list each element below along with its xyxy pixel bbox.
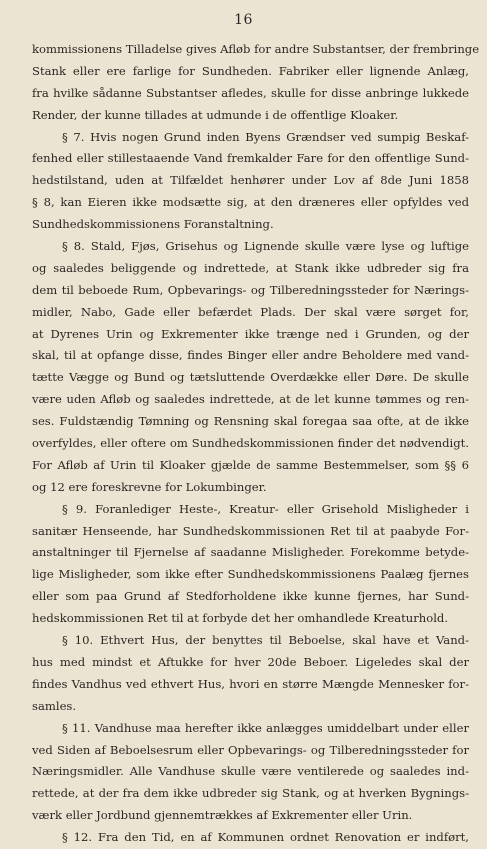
text-line: ses. Fuldstændig Tømning og Rensning skal foregaa saa ofte, at de ikke	[32, 414, 469, 429]
text-line: kommissionens Tilladelse gives Afløb for andre Substantser, der frembringe	[32, 42, 480, 56]
text-line: § 8, kan Eieren ikke modsætte sig, at den dræneres eller opfyldes ved	[32, 195, 469, 210]
text-line: lige Misligheder, som ikke efter Sundhedskommissionens Paalæg fjernes	[32, 567, 469, 582]
text-line: værk eller Jordbund gjennemtrækkes af Exkrementer eller Urin.	[32, 808, 413, 823]
text-line: § 7. Hvis nogen Grund inden Byens Grændser ved sumpig Beskaf-	[62, 129, 469, 144]
text-line: overfyldes, eller oftere om Sundhedskommissionen finder det nødvendigt.	[32, 436, 469, 451]
text-line: dem til beboede Rum, Opbevarings- og Tilberedningssteder for Nærings-	[32, 282, 469, 297]
text-line: § 8. Stald, Fjøs, Grisehus og Lignende skulle være lyse og luftige	[62, 239, 469, 254]
body-text	[32, 39, 480, 849]
text-line: Næringsmidler. Alle Vandhuse skulle være ventilerede og saaledes ind-	[32, 764, 469, 779]
text-line: fenhed eller stillestaaende Vand fremkalder Fare for den offentlige Sund-	[32, 151, 469, 166]
text-line: § 11. Vandhuse maa herefter ikke anlægges umiddelbart under eller	[62, 720, 469, 735]
page-number: 16	[234, 12, 253, 28]
text-line: skal, til at opfange disse, findes Binger eller andre Beholdere med vand-	[32, 348, 469, 363]
text-line: sanitær Henseende, har Sundhedskommissionen Ret til at paabyde For-	[32, 523, 469, 538]
text-line: rettede, at der fra dem ikke udbreder sig Stank, og at hverken Bygnings-	[32, 786, 469, 801]
text-line: og 12 ere foreskrevne for Lokumbinger.	[32, 479, 267, 494]
text-line: anstaltninger til Fjernelse af saadanne Misligheder. Forekomme betyde-	[32, 545, 469, 560]
text-line: være uden Afløb og saaledes indrettede, at de let kunne tømmes og ren-	[32, 392, 469, 407]
text-line: § 12. Fra den Tid, en af Kommunen ordnet Renovation er indført,	[62, 830, 469, 845]
text-line: ved Siden af Beboelsesrum eller Opbevarings- og Tilberedningssteder for	[32, 742, 469, 757]
text-line: Render, der kunne tillades at udmunde i de offentlige Kloaker.	[32, 107, 399, 122]
text-line: tætte Vægge og Bund og tætsluttende Overdække eller Døre. De skulle	[32, 370, 469, 385]
text-line: eller som paa Grund af Stedforholdene ikke kunne fjernes, har Sund-	[32, 589, 469, 604]
text-line: hedstilstand, uden at Tilfældet henhører under Lov af 8de Juni 1858	[32, 173, 469, 188]
text-line: midler, Nabo, Gade eller befærdet Plads. Der skal være sørget for,	[32, 304, 469, 319]
text-line: Stank eller ere farlige for Sundheden. Fabriker eller lignende Anlæg,	[32, 63, 469, 78]
text-line: § 10. Ethvert Hus, der benyttes til Beboelse, skal have et Vand-	[62, 633, 469, 648]
text-line: Sundhedskommissionens Foranstaltning.	[32, 217, 274, 232]
text-line: findes Vandhus ved ethvert Hus, hvori en større Mængde Mennesker for-	[32, 676, 469, 691]
text-line: fra hvilke sådanne Substantser afledes, skulle for disse anbringe lukkede	[32, 85, 469, 100]
text-line: samles.	[32, 698, 77, 713]
text-line: For Afløb af Urin til Kloaker gjælde de samme Bestemmelser, som §§ 6	[32, 457, 469, 472]
text-line: § 9. Foranlediger Heste-, Kreatur- eller Grisehold Misligheder i	[62, 501, 469, 516]
text-line: at Dyrenes Urin og Exkrementer ikke trænge ned i Grunden, og der	[32, 326, 469, 341]
text-line: hus med mindst et Aftukke for hver 20de Beboer. Ligeledes skal der	[32, 654, 469, 669]
text-line: hedskommissionen Ret til at forbyde det her omhandlede Kreaturhold.	[32, 611, 449, 626]
text-line: og saaledes beliggende og indrettede, at Stank ikke udbreder sig fra	[32, 260, 469, 275]
